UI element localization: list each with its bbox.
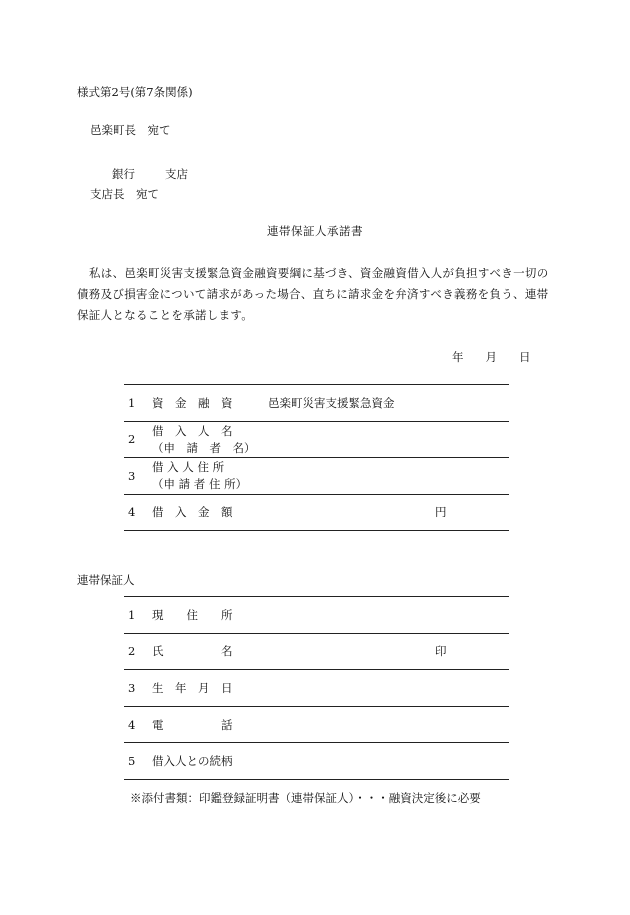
addressee: 邑楽町長 宛て (90, 123, 171, 137)
row-number: 1 (128, 395, 136, 410)
branch-label: 支店 (165, 167, 188, 181)
row-number: 4 (128, 505, 136, 520)
table-row (124, 421, 509, 458)
row-label: 借 入 人 住 所 （申 請 者 住 所） (152, 458, 268, 495)
row-number: 3 (128, 468, 136, 483)
row-value[interactable] (268, 706, 435, 743)
row-number: 5 (128, 754, 136, 769)
row-label: 氏 名 (152, 644, 233, 659)
row-value[interactable] (268, 597, 435, 634)
row-sublabel: （申 請 者 住 所） (152, 477, 248, 492)
row-label: 借 入 人 名 （申 請 者 名） (152, 421, 268, 458)
row-label: 現 住 所 (152, 607, 233, 622)
table-row (124, 670, 509, 707)
seal-mark: 印 (435, 644, 447, 659)
yen-unit: 円 (435, 505, 447, 520)
row-value[interactable] (268, 421, 435, 458)
table-row (124, 706, 509, 743)
row-number: 2 (128, 644, 136, 659)
row-value[interactable] (268, 458, 435, 495)
table-row (124, 385, 509, 422)
bank-label: 銀行 (112, 167, 135, 181)
row-label: 資 金 融 資 (152, 395, 233, 410)
row-number: 3 (128, 680, 136, 695)
consent-statement: 私は、邑楽町災害支援緊急資金融資要綱に基づき、資金融資借入人が負担すべき一切の債務及び損害金について請求があった場合、直ちに請求金を弁済すべき義務を負う、連帯保証人となることを承諾します。 (77, 266, 549, 322)
row-value[interactable] (268, 494, 435, 531)
form-number: 様式第2号(第7条関係) (77, 85, 193, 99)
row-value[interactable] (268, 743, 435, 780)
document-title: 連帯保証人承諾書 (267, 224, 363, 238)
table-row (124, 633, 509, 670)
attachment-note: ※添付書類：印鑑登録証明書（連帯保証人）・・・融資決定後に必要 (130, 791, 481, 805)
row-value[interactable] (268, 670, 435, 707)
day-label: 日 (519, 350, 531, 364)
table-row (124, 597, 509, 634)
bank-line (112, 166, 188, 182)
row-label: 生 年 月 日 (152, 680, 233, 695)
row-suffix (435, 743, 509, 780)
row-label: 借 入 金 額 (152, 505, 233, 520)
branch-manager: 支店長 宛て (90, 187, 159, 201)
month-label: 月 (485, 350, 497, 364)
row-suffix (435, 458, 509, 495)
row-sublabel: （申 請 者 名） (152, 440, 256, 455)
row-suffix (435, 670, 509, 707)
row-suffix (435, 421, 509, 458)
guarantor-table (124, 596, 509, 780)
year-label: 年 (452, 350, 464, 364)
table-row (124, 743, 509, 780)
row-number: 4 (128, 717, 136, 732)
date-line (452, 349, 531, 365)
table-row (124, 458, 509, 495)
row-number: 2 (128, 432, 136, 447)
row-label: 電 話 (152, 717, 233, 732)
loan-info-table (124, 384, 509, 531)
row-number: 1 (128, 607, 136, 622)
row-suffix (435, 706, 509, 743)
row-suffix (435, 385, 509, 422)
guarantor-section-label: 連帯保証人 (77, 573, 135, 587)
row-label: 借入人との続柄 (152, 754, 233, 769)
row-value: 邑楽町災害支援緊急資金 (268, 395, 395, 410)
row-value[interactable] (268, 633, 435, 670)
table-row (124, 494, 509, 531)
row-suffix (435, 597, 509, 634)
